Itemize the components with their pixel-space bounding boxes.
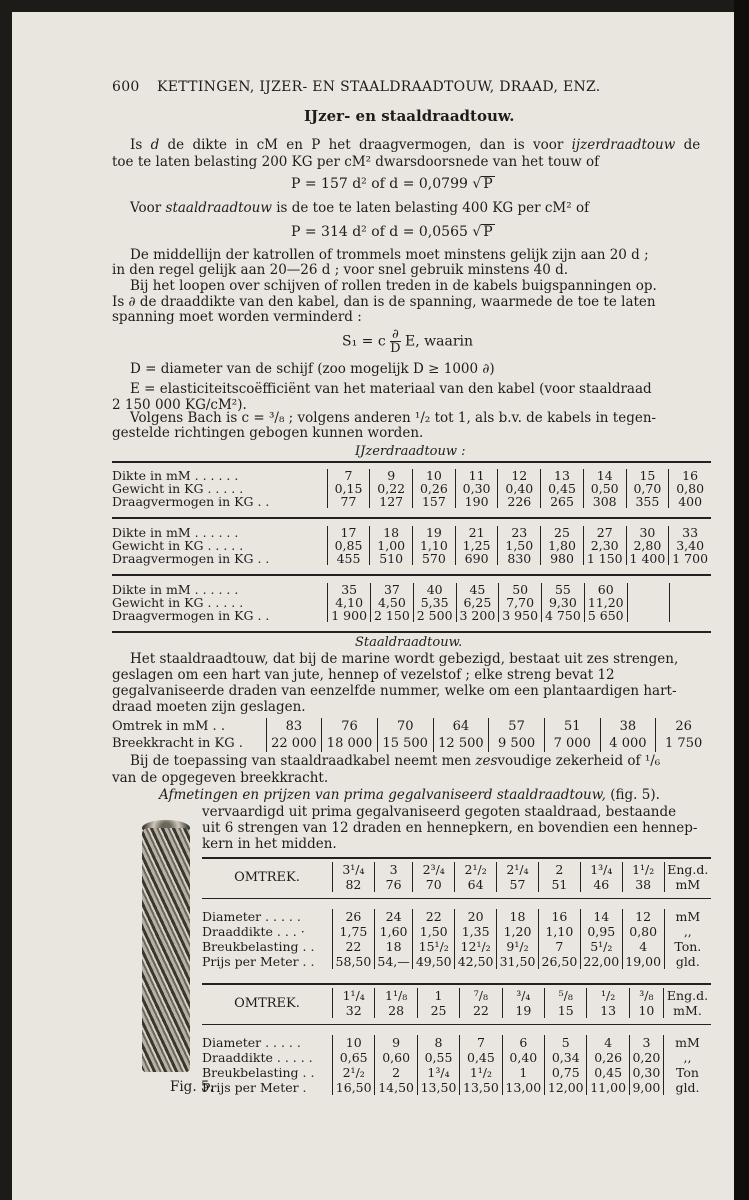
size-inch: 1¹/₄ xyxy=(333,988,375,1003)
table-cell: 11,00 xyxy=(587,1080,629,1095)
table-cell: 18 xyxy=(370,526,413,539)
table-breaking-strength xyxy=(112,718,711,752)
table-row xyxy=(202,939,711,954)
row-label: Gewicht in KG . . . . . xyxy=(112,538,244,553)
para1-line1: Is d de dikte in cM en P het draagvermogen, dan is voor ijzerdraadtouw de xyxy=(130,137,701,153)
table-cell: 10 xyxy=(333,1035,375,1050)
table-row xyxy=(202,1065,711,1080)
table-cell: 6,25 xyxy=(456,596,499,609)
table-cell xyxy=(627,583,669,596)
size-mm: 51 xyxy=(538,877,580,892)
para1-line2: toe te laten belasting 200 KG per cM² dwarsdoorsnede van het touw of xyxy=(112,154,600,170)
bach-line1: Volgens Bach is c = ³/₈ ; volgens anderen ¹/₂ tot 1, als b.v. de kabels in tegen- xyxy=(130,410,657,426)
table-cell: 355 xyxy=(626,495,669,508)
table-cell: 31,50 xyxy=(497,954,539,969)
table-cell: 5¹/₂ xyxy=(580,939,622,954)
row-unit: Ton. xyxy=(664,939,711,954)
row-label: Gewicht in KG . . . . . xyxy=(112,595,244,610)
table-cell: 5,35 xyxy=(413,596,456,609)
table-cell: 0,50 xyxy=(583,482,626,495)
table-cell: 980 xyxy=(541,552,584,565)
table-cell: 16,50 xyxy=(333,1080,375,1095)
row-unit: gld. xyxy=(664,954,711,969)
para2: Voor staaldraadtouw is de toe te laten belasting 400 KG per cM² of xyxy=(130,200,590,216)
table-cell: 690 xyxy=(455,552,498,565)
table-cell: 57 xyxy=(489,718,545,735)
table-cell: 1 400 xyxy=(626,552,669,565)
table-cell: 0,15 xyxy=(327,482,370,495)
para3-line2: in den regel gelijk aan 20—26 d ; voor snel gebruik minstens 40 d. xyxy=(112,262,569,278)
table-cell: 37 xyxy=(371,583,414,596)
table-cell: 25 xyxy=(541,526,584,539)
table-cell: 12 500 xyxy=(433,735,489,752)
def-elasticity-1: E = elasticiteitscoëfficiënt van het materiaal van den kabel (voor staaldraad xyxy=(130,381,652,397)
table-cell: 22 000 xyxy=(266,735,322,752)
table-cell: 22,00 xyxy=(580,954,622,969)
table-cell: 2 500 xyxy=(413,609,456,622)
table-cell: 83 xyxy=(266,718,322,735)
table-cell: 24 xyxy=(374,909,412,924)
table-cell: 0,85 xyxy=(327,539,370,552)
table-row xyxy=(202,954,711,969)
table-cell: 18 000 xyxy=(322,735,378,752)
omtrek-header: OMTREK. xyxy=(234,869,300,885)
table-cell: 510 xyxy=(370,552,413,565)
table-cell: 0,45 xyxy=(541,482,584,495)
table-cell: 7 xyxy=(327,469,370,482)
omtrek-header: OMTREK. xyxy=(234,995,300,1011)
table-cell: 54,— xyxy=(374,954,412,969)
unit-header: mM xyxy=(664,877,711,892)
table-cell: 5 xyxy=(545,1035,587,1050)
table-cell: 11,20 xyxy=(584,596,627,609)
table-cell: 7 xyxy=(538,939,580,954)
table-cell: 30 xyxy=(626,526,669,539)
table-cell: 0,30 xyxy=(455,482,498,495)
size-mm: 15 xyxy=(545,1003,587,1018)
table-cell: 4,50 xyxy=(371,596,414,609)
table-cell: 0,65 xyxy=(333,1050,375,1065)
table-cell: 51 xyxy=(544,718,600,735)
table-cell: 42,50 xyxy=(455,954,497,969)
table-cell: 1 750 xyxy=(656,735,711,752)
table-cell: 45 xyxy=(456,583,499,596)
formula-steel: P = 314 d² of d = 0,0565 √ P xyxy=(291,224,493,240)
size-inch: 2 xyxy=(538,862,580,877)
row-unit: ,, xyxy=(664,924,711,939)
running-title: KETTINGEN, IJZER- EN STAALDRAADTOUW, DRAAD, ENZ. xyxy=(157,79,601,95)
size-mm: 76 xyxy=(374,877,412,892)
size-inch: 1 xyxy=(417,988,459,1003)
table-cell: 14,50 xyxy=(375,1080,417,1095)
table-row xyxy=(112,718,711,735)
rule xyxy=(112,461,711,463)
bach-line2: gestelde richtingen gebogen kunnen worden. xyxy=(112,425,424,441)
table-cell: 570 xyxy=(413,552,456,565)
table-row xyxy=(202,1080,711,1095)
size-inch: 2¹/₂ xyxy=(455,862,497,877)
table-cell: 1,75 xyxy=(333,924,375,939)
table-cell: 3 950 xyxy=(499,609,542,622)
table-cell: 0,40 xyxy=(498,482,541,495)
table-cell: 1³/₄ xyxy=(417,1065,459,1080)
table-cell: 2,80 xyxy=(626,539,669,552)
row-unit: ,, xyxy=(663,1050,711,1065)
table-cell: 14 xyxy=(580,909,622,924)
row-label: Breukbelasting . . xyxy=(202,1065,315,1080)
table-cell: 12¹/₂ xyxy=(455,939,497,954)
size-mm: 38 xyxy=(622,877,664,892)
row-label: Diameter . . . . . xyxy=(202,1035,301,1050)
size-inch: ³/₈ xyxy=(629,988,663,1003)
size-mm: 82 xyxy=(333,877,375,892)
row-label: Draagvermogen in KG . . xyxy=(112,608,270,623)
table-row xyxy=(112,495,711,508)
table-cell: 13 xyxy=(541,469,584,482)
size-mm: 25 xyxy=(417,1003,459,1018)
table-cell: 5 650 xyxy=(584,609,627,622)
unit-header: Eng.d. xyxy=(664,862,711,877)
table-cell: 40 xyxy=(413,583,456,596)
table-cell: 4 750 xyxy=(542,609,585,622)
table-cell xyxy=(669,596,711,609)
table-cell: 50 xyxy=(499,583,542,596)
size-inch: ⁵/₈ xyxy=(545,988,587,1003)
table-cell: 3 xyxy=(629,1035,663,1050)
row-label: Diameter . . . . . xyxy=(202,909,301,924)
table-header-row xyxy=(202,988,711,1003)
table-cell: 26,50 xyxy=(538,954,580,969)
formula-iron: P = 157 d² of d = 0,0799 √ P xyxy=(291,176,493,192)
table-cell: 16 xyxy=(538,909,580,924)
table-cell: 226 xyxy=(498,495,541,508)
table-cell: 55 xyxy=(542,583,585,596)
def-diameter: D = diameter van de schijf (zoo mogelijk D ≥ 1000 ∂) xyxy=(130,361,495,377)
table-cell: 127 xyxy=(370,495,413,508)
row-label: Dikte in mM . . . . . . xyxy=(112,468,239,483)
row-unit: gld. xyxy=(663,1080,711,1095)
table-cell: 0,55 xyxy=(417,1050,459,1065)
para5-line2: van de opgegeven breekkracht. xyxy=(112,770,329,786)
table-row xyxy=(202,909,711,924)
table-cell xyxy=(627,609,669,622)
size-inch: ⁷/₈ xyxy=(460,988,502,1003)
table-cell: 2,30 xyxy=(583,539,626,552)
row-label: Draagvermogen in KG . . xyxy=(112,494,270,509)
table-cell: 11 xyxy=(455,469,498,482)
table-cell: 9 xyxy=(370,469,413,482)
table-cell: 7,70 xyxy=(499,596,542,609)
table-cell: 21 xyxy=(455,526,498,539)
table-cell: 76 xyxy=(322,718,378,735)
table-cell: 9 xyxy=(375,1035,417,1050)
table-cell: 3 200 xyxy=(456,609,499,622)
table-header-row xyxy=(202,862,711,877)
table-cell: 1,80 xyxy=(541,539,584,552)
table-cell: 2 xyxy=(375,1065,417,1080)
table-cell: 60 xyxy=(584,583,627,596)
table-cell: 12 xyxy=(498,469,541,482)
table-row xyxy=(112,609,711,622)
table-cell: 13,50 xyxy=(417,1080,459,1095)
size-mm: 19 xyxy=(502,1003,544,1018)
table-cell: 1 xyxy=(502,1065,544,1080)
table-cell: 1,10 xyxy=(538,924,580,939)
table-cell: 19 xyxy=(413,526,456,539)
table-cell xyxy=(627,596,669,609)
row-label: Breukbelasting . . xyxy=(202,939,315,954)
table-cell: 3,40 xyxy=(669,539,711,552)
table-cell: 35 xyxy=(328,583,371,596)
table-cell: 0,30 xyxy=(629,1065,663,1080)
table-cell: 190 xyxy=(455,495,498,508)
table-cell: 4 xyxy=(622,939,664,954)
table-cell: 15 xyxy=(626,469,669,482)
caption-ijzerdraadtouw: IJzerdraadtouw : xyxy=(355,444,466,459)
table-row xyxy=(202,1050,711,1065)
caption-staaldraadtouw: Staaldraadtouw. xyxy=(355,635,463,650)
steel-rope-illustration xyxy=(142,828,190,1072)
table-cell: 2¹/₂ xyxy=(333,1065,375,1080)
table-cell: 1¹/₂ xyxy=(460,1065,502,1080)
table-iron-block-2 xyxy=(112,526,711,565)
table-cell: 6 xyxy=(502,1035,544,1050)
size-mm: 28 xyxy=(375,1003,417,1018)
para4-line1: Het staaldraadtouw, dat bij de marine wordt gebezigd, bestaat uit zes strengen, xyxy=(130,651,679,667)
table-cell: 1,60 xyxy=(374,924,412,939)
table-cell: 0,22 xyxy=(370,482,413,495)
table-cell: 1,20 xyxy=(497,924,539,939)
table-rope-sizes-large xyxy=(202,862,711,969)
page xyxy=(12,12,734,1200)
table-cell: 830 xyxy=(498,552,541,565)
table-cell: 0,95 xyxy=(580,924,622,939)
table-cell: 0,26 xyxy=(413,482,456,495)
spacer-row xyxy=(202,1025,711,1036)
table-cell: 0,80 xyxy=(622,924,664,939)
size-mm: 32 xyxy=(333,1003,375,1018)
size-inch: ³/₄ xyxy=(502,988,544,1003)
table-cell: 33 xyxy=(669,526,711,539)
para4-line3: gegalvaniseerde draden van eenzelfde nummer, welke om een plantaardigen hart- xyxy=(112,683,677,699)
table-cell: 7 xyxy=(460,1035,502,1050)
table-cell: 16 xyxy=(669,469,711,482)
table-cell: 20 xyxy=(455,909,497,924)
size-inch: 1¹/₂ xyxy=(622,862,664,877)
size-mm: 13 xyxy=(587,1003,629,1018)
table-cell: 49,50 xyxy=(413,954,455,969)
table-cell: 0,40 xyxy=(502,1050,544,1065)
table-cell: 64 xyxy=(433,718,489,735)
figure-caption: Fig. 5. xyxy=(170,1079,214,1095)
table-cell: 400 xyxy=(669,495,711,508)
row-label: Draagvermogen in KG . . xyxy=(112,551,270,566)
table-cell: 18 xyxy=(374,939,412,954)
rule xyxy=(202,983,711,985)
table-cell: 7 000 xyxy=(544,735,600,752)
table-row xyxy=(112,735,711,752)
table-cell: 1 150 xyxy=(583,552,626,565)
table-cell: 1,25 xyxy=(455,539,498,552)
para4-line2: geslagen om een hart van jute, hennep of vezelstof ; elke streng bevat 12 xyxy=(112,667,615,683)
row-label: Omtrek in mM . . xyxy=(112,719,225,734)
table-cell: 13,50 xyxy=(460,1080,502,1095)
table-cell: 14 xyxy=(583,469,626,482)
table-cell: 19,00 xyxy=(622,954,664,969)
table-cell: 9,30 xyxy=(542,596,585,609)
table-cell: 15¹/₂ xyxy=(413,939,455,954)
para6-line1: Afmetingen en prijzen van prima gegalvaniseerd staaldraadtouw, (fig. 5). xyxy=(159,787,660,803)
table-cell: 1,35 xyxy=(455,924,497,939)
size-inch: 1¹/₈ xyxy=(375,988,417,1003)
row-label: Draaddikte . . . · xyxy=(202,924,305,939)
table-iron-block-1 xyxy=(112,469,711,508)
size-mm: 22 xyxy=(460,1003,502,1018)
size-mm: 57 xyxy=(497,877,539,892)
table-cell: 1,50 xyxy=(498,539,541,552)
rule xyxy=(112,631,711,633)
spacer-row xyxy=(202,899,711,910)
table-iron-block-3 xyxy=(112,583,711,622)
table-cell: 38 xyxy=(600,718,656,735)
table-cell: 0,45 xyxy=(460,1050,502,1065)
table-cell: 0,70 xyxy=(626,482,669,495)
table-cell: 4 xyxy=(587,1035,629,1050)
unit-header: Eng.d. xyxy=(663,988,711,1003)
size-mm: 64 xyxy=(455,877,497,892)
row-label: Dikte in mM . . . . . . xyxy=(112,582,239,597)
table-cell: 0,75 xyxy=(545,1065,587,1080)
table-cell: 1,50 xyxy=(413,924,455,939)
row-unit: mM xyxy=(663,1035,711,1050)
table-cell: 0,80 xyxy=(669,482,711,495)
table-rope-sizes-small xyxy=(202,988,711,1095)
table-row xyxy=(112,552,711,565)
para3-line5: spanning moet worden verminderd : xyxy=(112,309,362,325)
para4-line4: draad moeten zijn geslagen. xyxy=(112,699,306,715)
table-cell: 58,50 xyxy=(333,954,375,969)
size-inch: 2¹/₄ xyxy=(497,862,539,877)
table-cell: 0,45 xyxy=(587,1065,629,1080)
unit-header: mM. xyxy=(663,1003,711,1018)
table-cell xyxy=(669,609,711,622)
row-label: Dikte in mM . . . . . . xyxy=(112,525,239,540)
size-inch: 2³/₄ xyxy=(413,862,455,877)
table-cell: 26 xyxy=(656,718,711,735)
table-cell: 0,60 xyxy=(375,1050,417,1065)
size-inch: 3 xyxy=(374,862,412,877)
table-cell: 455 xyxy=(327,552,370,565)
para6-line3: uit 6 strengen van 12 draden en hennepkern, en bovendien een hennep- xyxy=(202,820,698,836)
table-cell: 308 xyxy=(583,495,626,508)
table-cell: 4,10 xyxy=(328,596,371,609)
table-cell: 157 xyxy=(413,495,456,508)
table-cell: 4 000 xyxy=(600,735,656,752)
table-cell: 0,26 xyxy=(587,1050,629,1065)
table-cell: 12,00 xyxy=(545,1080,587,1095)
row-label: Prijs per Meter . . xyxy=(202,954,315,969)
table-cell: 2 150 xyxy=(371,609,414,622)
rule xyxy=(112,574,711,576)
para3-line1: De middellijn der katrollen of trommels moet minstens gelijk zijn aan 20 d ; xyxy=(130,247,649,263)
size-inch: 3¹/₄ xyxy=(333,862,375,877)
table-cell: 1,10 xyxy=(413,539,456,552)
table-cell: 9,00 xyxy=(629,1080,663,1095)
table-cell: 1 700 xyxy=(669,552,711,565)
table-cell: 0,34 xyxy=(545,1050,587,1065)
table-cell: 12 xyxy=(622,909,664,924)
table-cell: 17 xyxy=(327,526,370,539)
table-cell: 15 500 xyxy=(377,735,433,752)
def-elasticity-2: 2 150 000 KG/cM²). xyxy=(112,397,247,413)
row-label: Prijs per Meter . xyxy=(202,1080,307,1095)
table-cell: 1,00 xyxy=(370,539,413,552)
para6-line4: kern in het midden. xyxy=(202,836,337,852)
table-cell: 9 500 xyxy=(489,735,545,752)
table-cell: 13,00 xyxy=(502,1080,544,1095)
table-cell: 22 xyxy=(333,939,375,954)
row-label: Gewicht in KG . . . . . xyxy=(112,481,244,496)
table-cell: 10 xyxy=(413,469,456,482)
row-unit: Ton xyxy=(663,1065,711,1080)
table-cell: 9¹/₂ xyxy=(497,939,539,954)
table-cell xyxy=(669,583,711,596)
page-number: 600 xyxy=(112,79,140,95)
table-cell: 70 xyxy=(377,718,433,735)
page-edge xyxy=(734,0,749,1200)
table-cell: 26 xyxy=(333,909,375,924)
table-cell: 8 xyxy=(417,1035,459,1050)
row-unit: mM xyxy=(664,909,711,924)
size-mm: 46 xyxy=(580,877,622,892)
para3-line4: Is ∂ de draaddikte van den kabel, dan is de spanning, waarmede de toe te laten xyxy=(112,294,656,310)
table-cell: 265 xyxy=(541,495,584,508)
table-row xyxy=(202,1035,711,1050)
para3-line3: Bij het loopen over schijven of rollen treden in de kabels buigspanningen op. xyxy=(130,278,657,294)
rule xyxy=(202,857,711,859)
table-cell: 77 xyxy=(327,495,370,508)
section-title: IJzer- en staaldraadtouw. xyxy=(304,107,515,125)
row-label: Breekkracht in KG . xyxy=(112,736,243,751)
size-mm: 70 xyxy=(413,877,455,892)
size-inch: ¹/₂ xyxy=(587,988,629,1003)
table-cell: 23 xyxy=(498,526,541,539)
size-inch: 1³/₄ xyxy=(580,862,622,877)
table-row xyxy=(202,924,711,939)
table-cell: 22 xyxy=(413,909,455,924)
para5-line1: Bij de toepassing van staaldraadkabel neemt men zesvoudige zekerheid of ¹/₆ xyxy=(130,753,661,769)
table-cell: 1 900 xyxy=(328,609,371,622)
size-mm: 10 xyxy=(629,1003,663,1018)
formula-tension: S₁ = c $\frac{\partial}{D}$ E, waarin xyxy=(342,327,474,356)
table-cell: 18 xyxy=(497,909,539,924)
table-cell: 27 xyxy=(583,526,626,539)
row-label: Draaddikte . . . . . xyxy=(202,1050,313,1065)
rule xyxy=(112,517,711,519)
para6-line2: vervaardigd uit prima gegalvaniseerd gegoten staaldraad, bestaande xyxy=(202,804,677,820)
table-cell: 0,20 xyxy=(629,1050,663,1065)
